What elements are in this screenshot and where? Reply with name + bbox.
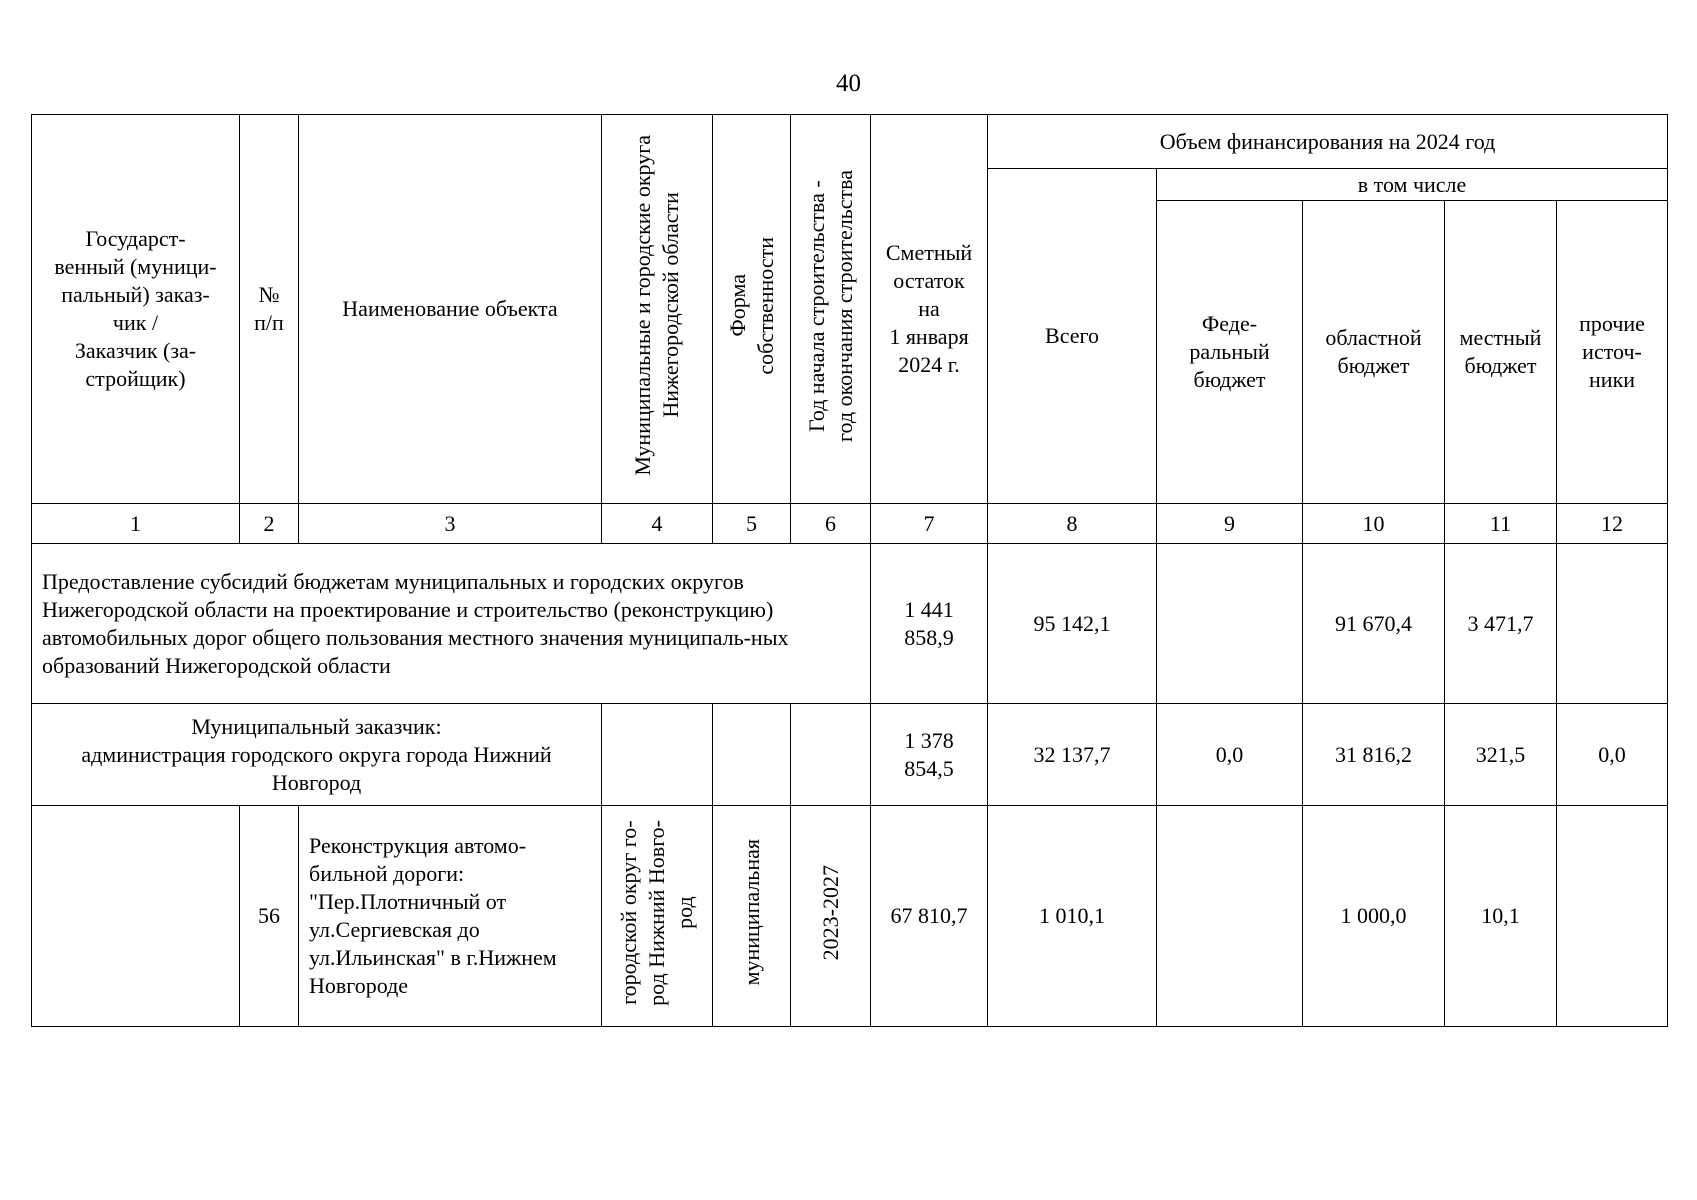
column-number: 11 bbox=[1445, 504, 1557, 544]
header-ownership bbox=[713, 115, 791, 504]
column-number: 9 bbox=[1157, 504, 1303, 544]
object-total: 1 010,1 bbox=[988, 806, 1157, 1027]
section-regional: 91 670,4 bbox=[1303, 544, 1445, 704]
column-number: 10 bbox=[1303, 504, 1445, 544]
header-estimate: Сметный остаток на 1 января 2024 г. bbox=[871, 115, 988, 504]
customer-total: 32 137,7 bbox=[988, 704, 1157, 806]
object-years bbox=[791, 806, 871, 1027]
header-funding-group: Объем финансирования на 2024 год bbox=[988, 115, 1668, 169]
header-including: в том числе bbox=[1157, 169, 1668, 201]
object-local: 10,1 bbox=[1445, 806, 1557, 1027]
customer-row bbox=[32, 704, 1668, 806]
object-federal bbox=[1157, 806, 1303, 1027]
column-number: 3 bbox=[299, 504, 602, 544]
header-object-name: Наименование объекта bbox=[299, 115, 602, 504]
section-federal bbox=[1157, 544, 1303, 704]
column-number: 6 bbox=[791, 504, 871, 544]
object-regional: 1 000,0 bbox=[1303, 806, 1445, 1027]
object-years-text: 2023-2027 bbox=[817, 864, 843, 961]
section-other bbox=[1557, 544, 1668, 704]
header-total: Всего bbox=[988, 169, 1157, 504]
object-number: 56 bbox=[240, 806, 299, 1027]
object-other bbox=[1557, 806, 1668, 1027]
object-ownership-text: муниципальная bbox=[738, 839, 764, 986]
customer-federal: 0,0 bbox=[1157, 704, 1303, 806]
object-district bbox=[602, 806, 713, 1027]
column-number: 8 bbox=[988, 504, 1157, 544]
section-estimate: 1 441 858,9 bbox=[871, 544, 988, 704]
header-districts bbox=[602, 115, 713, 504]
header-regional: областной бюджет bbox=[1303, 201, 1445, 504]
column-number: 1 bbox=[32, 504, 240, 544]
customer-title: Муниципальный заказчик: администрация городского округа города Нижний Новгород bbox=[32, 704, 602, 806]
object-ownership bbox=[713, 806, 791, 1027]
column-number: 5 bbox=[713, 504, 791, 544]
header-local: местный бюджет bbox=[1445, 201, 1557, 504]
column-number: 2 bbox=[240, 504, 299, 544]
customer-empty-cell bbox=[791, 704, 871, 806]
column-number: 7 bbox=[871, 504, 988, 544]
page-number: 40 bbox=[836, 70, 861, 97]
column-number: 12 bbox=[1557, 504, 1668, 544]
customer-empty-cell bbox=[602, 704, 713, 806]
object-estimate: 67 810,7 bbox=[871, 806, 988, 1027]
section-total: 95 142,1 bbox=[988, 544, 1157, 704]
header-number: № п/п bbox=[240, 115, 299, 504]
header-years-text: Год начала строительства - год окончания строительства bbox=[803, 169, 857, 442]
header-districts-text: Муниципальные и городские округа Нижегородской области bbox=[630, 135, 683, 476]
section-row bbox=[32, 544, 1668, 704]
customer-regional: 31 816,2 bbox=[1303, 704, 1445, 806]
financing-table bbox=[31, 114, 1668, 1027]
header-customer: Государст- венный (муници- пальный) заказ- чик / Заказчик (за- стройщик) bbox=[32, 115, 240, 504]
header-other: прочие источ- ники bbox=[1557, 201, 1668, 504]
object-district-text: городской округ го- род Нижний Новго- род bbox=[616, 819, 697, 1006]
customer-estimate: 1 378 854,5 bbox=[871, 704, 988, 806]
section-title: Предоставление субсидий бюджетам муниципальных и городских округов Нижегородской области на проектирование и строительство (реконструкцию) автомобильных дорог общего пользования местного значения муниципаль-ных образований Нижегородской области bbox=[32, 544, 871, 704]
object-customer-cell bbox=[32, 806, 240, 1027]
customer-empty-cell bbox=[713, 704, 791, 806]
header-ownership-text: Форма собственности bbox=[724, 236, 778, 375]
column-numbers-row bbox=[32, 504, 1668, 544]
object-row bbox=[32, 806, 1668, 1027]
header-federal: Феде- ральный бюджет bbox=[1157, 201, 1303, 504]
customer-other: 0,0 bbox=[1557, 704, 1668, 806]
column-number: 4 bbox=[602, 504, 713, 544]
header-years bbox=[791, 115, 871, 504]
object-name: Реконструкция автомо- бильной дороги: "Пер.Плотничный от ул.Сергиевская до ул.Ильинская" в г.Нижнем Новгороде bbox=[299, 806, 602, 1027]
section-local: 3 471,7 bbox=[1445, 544, 1557, 704]
customer-local: 321,5 bbox=[1445, 704, 1557, 806]
